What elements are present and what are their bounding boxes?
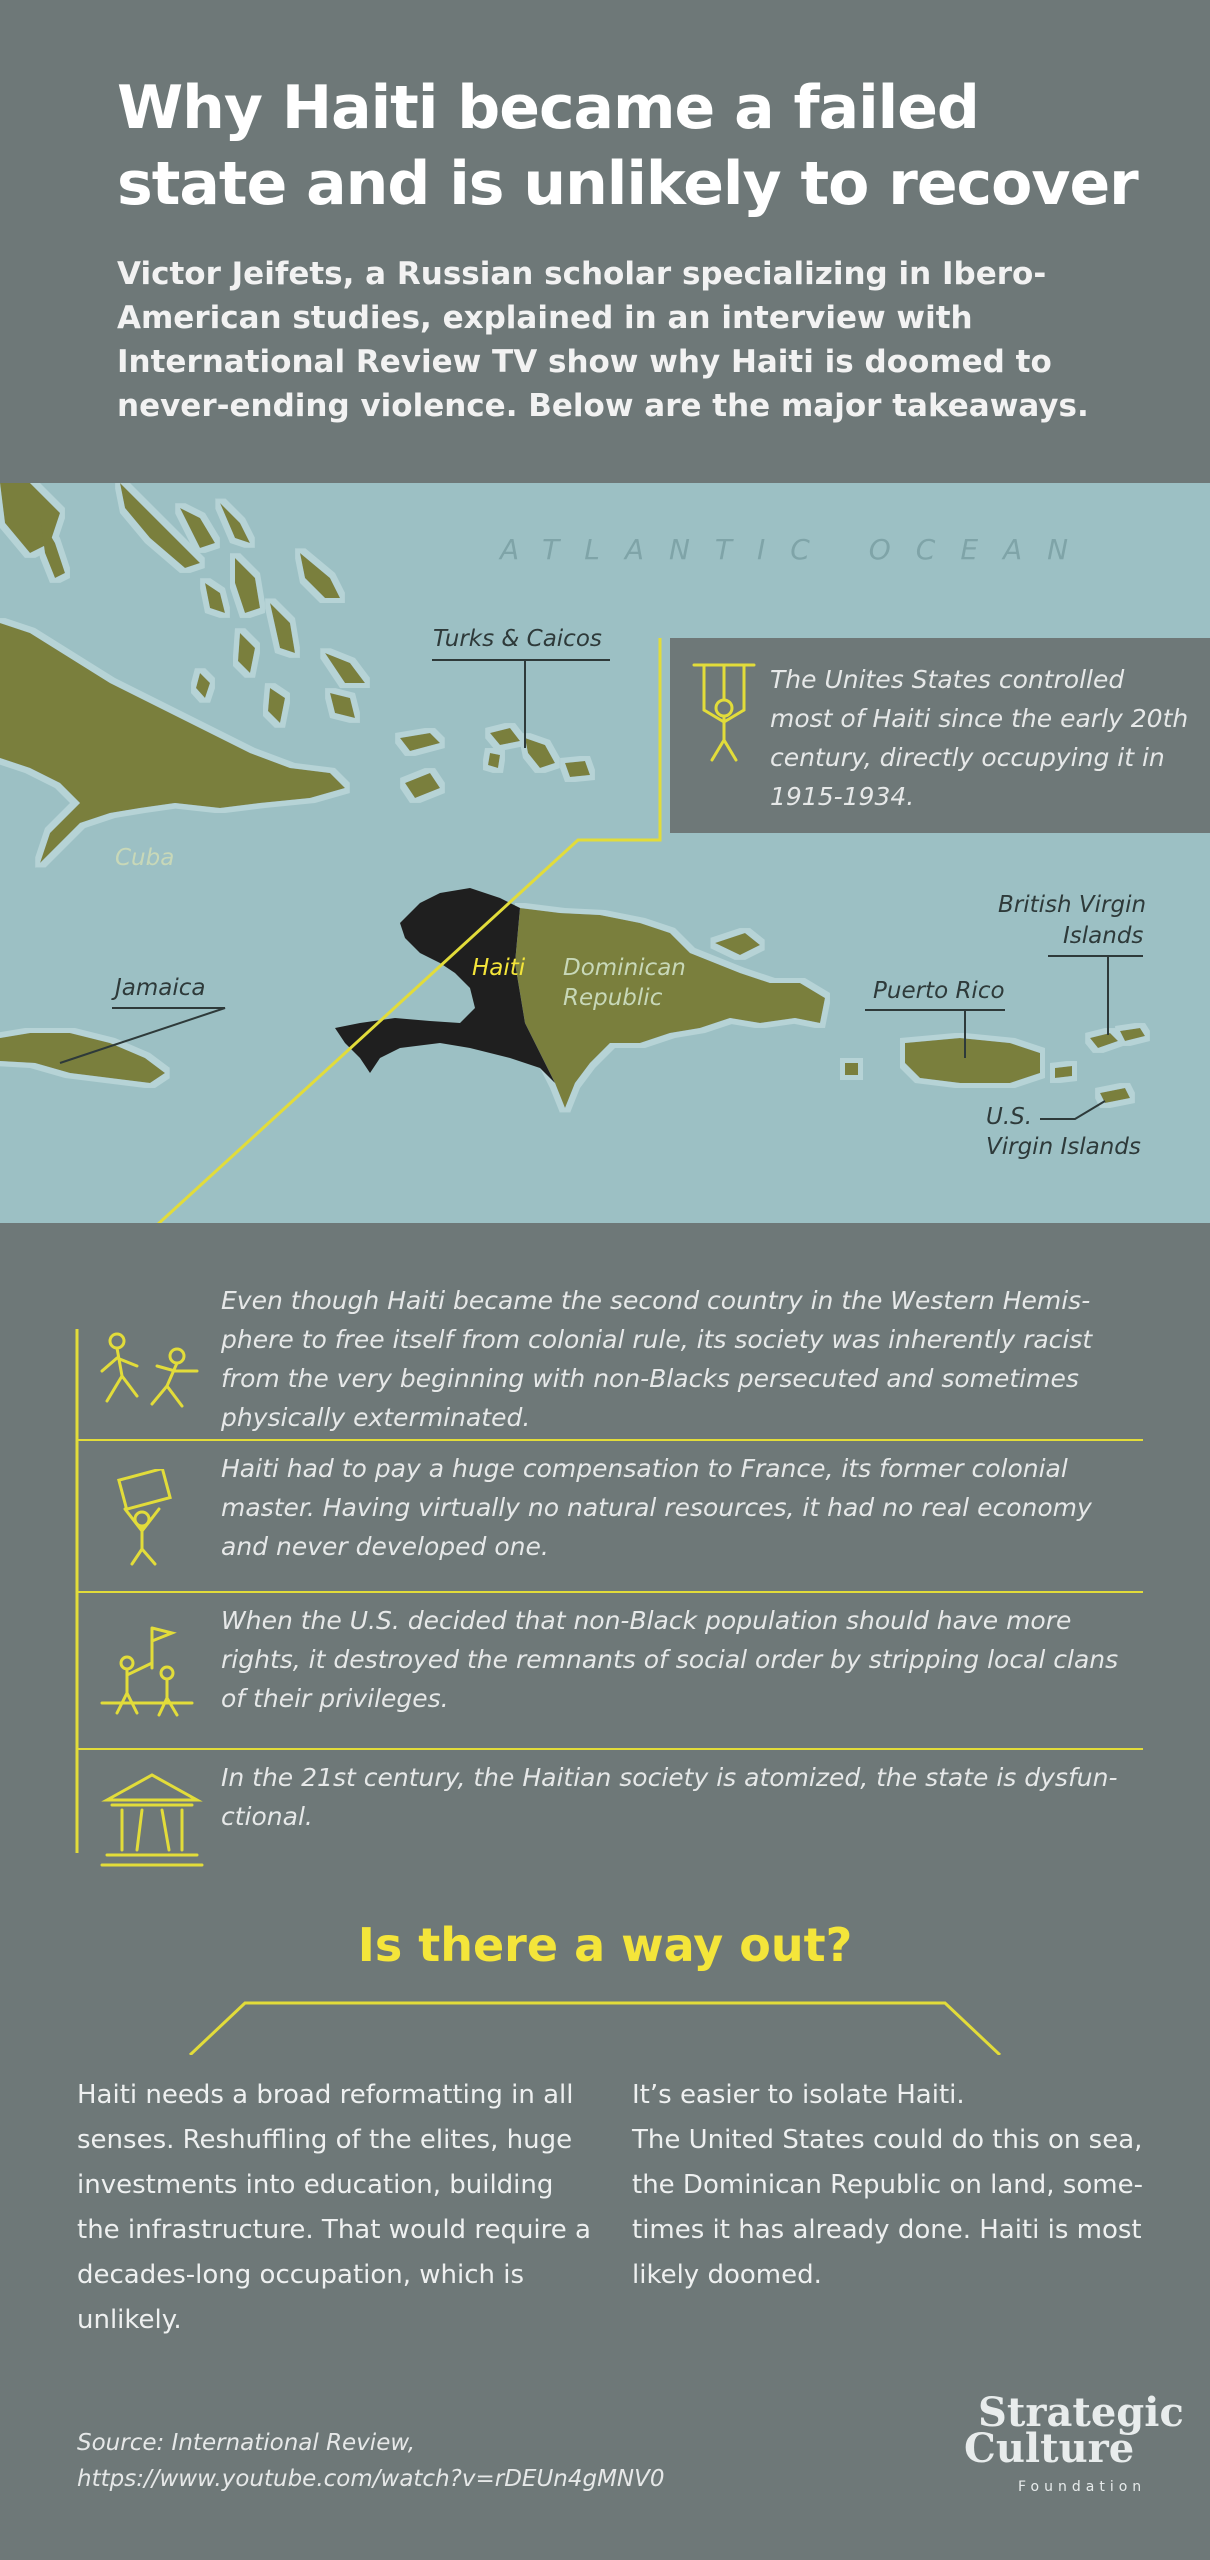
takeaways-list: [0, 1223, 1210, 1853]
label-haiti: Haiti: [472, 955, 526, 981]
logo-line-2: Culture: [964, 2425, 1135, 2472]
dr-small-island: [715, 933, 760, 955]
bahamas-island: [268, 688, 285, 723]
turks-leader-line: [432, 660, 610, 748]
us-control-callout: [670, 638, 1210, 833]
pr-small-island: [1055, 1066, 1072, 1078]
way-out-left-text: Haiti needs a broad reformatting in all senses. Reshuffling of the elites, huge investments into education, building the infrastructure. That would require a decades-long occupation, which is unlikely.: [77, 2080, 591, 2335]
bahamas-island: [196, 673, 210, 698]
takeaway-text: Even though Haiti became the second country in the Western Hemis-phere to free itself from colonial rule, its society was inherently racist from the very beginning with non-Blacks persecuted and sometimes physically exterminated.: [221, 1286, 1093, 1432]
bahamas-island: [238, 633, 255, 673]
label-bvi-1: British Virgin: [998, 892, 1147, 918]
bahamas-island: [400, 733, 440, 751]
header: [0, 0, 1210, 483]
bahamas-island: [300, 553, 340, 598]
turks-caicos-island: [565, 761, 590, 777]
dominican-republic: [515, 908, 825, 1108]
ocean-label: ATLANTIC OCEAN: [500, 533, 1094, 566]
way-out-right-text-1: It’s easier to isolate Haiti.: [632, 2080, 965, 2110]
way-out-right-column: [632, 2073, 1152, 2298]
way-out-title: Is there a way out?: [357, 1918, 853, 1972]
bahamas-island: [405, 773, 440, 798]
usvi-leader-line: [1040, 1101, 1105, 1119]
intro-text: Victor Jeifets, a Russian scholar specializing in Ibero-American studies, explained in an interview with International Review TV show why Haiti is doomed to never-ending violence. Below are the major takeaways.: [117, 256, 1089, 424]
takeaway-item: [77, 1593, 1143, 1750]
collapsing-state-icon: [97, 1770, 207, 1870]
bahamas-island: [325, 653, 365, 683]
page-title: Why Haiti became a failed state and is unlikely to recover: [117, 73, 1138, 219]
turks-caicos-island: [525, 738, 555, 768]
strategic-culture-logo: [950, 2385, 1184, 2505]
persecution-icon: [97, 1326, 207, 1426]
cuba-island: [0, 623, 345, 863]
bahamas-island: [235, 558, 260, 613]
label-jamaica: Jamaica: [115, 975, 206, 1001]
money-burden-icon: [97, 1469, 197, 1569]
pr-small-island: [845, 1063, 858, 1075]
takeaway-item: [77, 1271, 1143, 1441]
bahamas-island: [205, 583, 225, 613]
label-puerto-rico: Puerto Rico: [873, 978, 1005, 1004]
source-citation: [77, 2425, 877, 2497]
bahamas-island: [180, 508, 215, 548]
label-turks-caicos: Turks & Caicos: [433, 626, 602, 652]
label-usvi-1: U.S.: [986, 1104, 1033, 1130]
takeaway-item: [77, 1750, 1143, 1860]
bahamas-island: [270, 603, 295, 653]
callout-text: The Unites States controlled most of Haiti since the early 20th century, directly occupying it in 1915-1934.: [770, 665, 1189, 811]
bvi-leader-line: [1048, 956, 1143, 1035]
label-cuba: Cuba: [115, 845, 175, 871]
label-usvi-2: Virgin Islands: [986, 1134, 1141, 1160]
caribbean-map: [0, 483, 1210, 1223]
takeaway-text: When the U.S. decided that non-Black population should have more rights, it destroyed the remnants of social order by stripping local clans of their privileges.: [221, 1606, 1119, 1713]
takeaway-text: Haiti had to pay a huge compensation to France, its former colonial master. Having virtually no natural resources, it had no real economy and never developed one.: [221, 1454, 1092, 1561]
protest-icon: [97, 1623, 197, 1723]
bahamas-island: [120, 483, 200, 568]
bahamas-island: [330, 693, 355, 718]
jamaica-leader-line: [60, 1008, 225, 1063]
puerto-rico-island: [905, 1038, 1040, 1083]
way-out-divider: [0, 1995, 1210, 2055]
bvi-island: [1090, 1033, 1118, 1048]
bvi-island: [1120, 1028, 1145, 1041]
takeaway-text: In the 21st century, the Haitian society is atomized, the state is dysfun-ctional.: [221, 1763, 1118, 1831]
source-label: Source: International Review,: [77, 2430, 416, 2456]
puppet-icon: [684, 660, 764, 770]
label-bvi-2: Islands: [1063, 923, 1144, 949]
way-out-right-text-2: The United States could do this on sea, the Dominican Republic on land, some-times it has already done. Haiti is most likely doomed.: [632, 2125, 1143, 2290]
jamaica-island: [0, 1033, 165, 1083]
source-url: https://www.youtube.com/watch?v=rDEUn4gMNV0: [77, 2466, 665, 2492]
logo-line-1: Strategic: [978, 2389, 1184, 2436]
bahamas-island: [220, 503, 250, 543]
takeaway-item: [77, 1441, 1143, 1593]
turks-caicos-island: [488, 753, 500, 768]
label-dominican-2: Republic: [563, 985, 663, 1011]
label-dominican-1: Dominican: [563, 955, 686, 981]
logo-line-3: Foundation: [1018, 2479, 1147, 2495]
turks-caicos-island: [490, 728, 520, 745]
